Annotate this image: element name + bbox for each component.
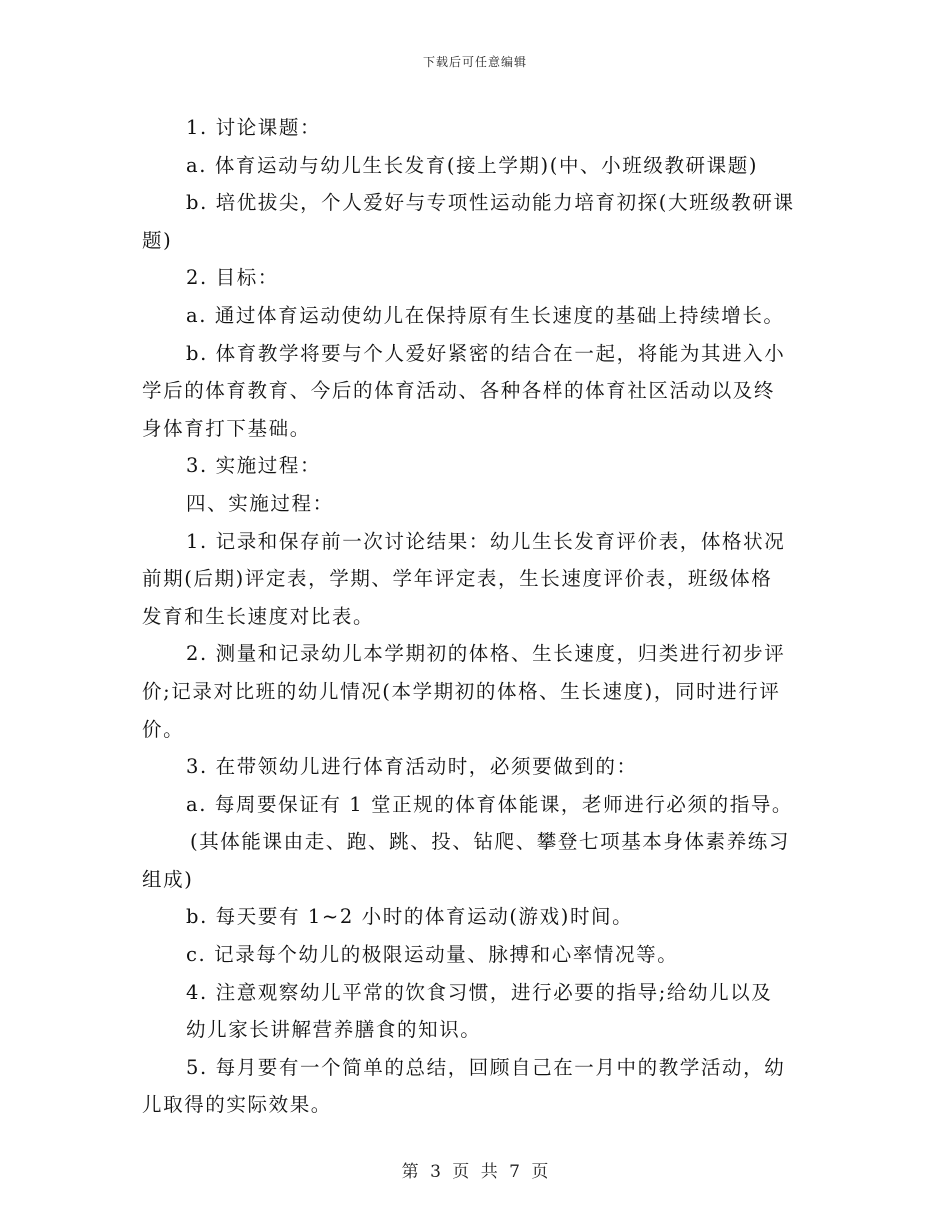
page-header: 下载后可任意编辑: [422, 55, 527, 69]
paragraph-line: 幼儿家长讲解营养膳食的知识。: [186, 1018, 482, 1042]
paragraph-line: 3. 在带领幼儿进行体育活动时，必须要做到的：: [186, 755, 638, 779]
paragraph-line: b. 培优拔尖，个人爱好与专项性运动能力培育初探(大班级教研课: [186, 191, 795, 215]
paragraph-line: 价;记录对比班的幼儿情况(本学期初的体格、生长速度)，同时进行评: [142, 679, 781, 703]
paragraph-line: 2. 测量和记录幼儿本学期初的体格、生长速度，归类进行初步评: [186, 642, 786, 666]
paragraph-line: 2. 目标：: [186, 266, 279, 290]
paragraph-line: 学后的体育教育、今后的体育活动、各种各样的体育社区活动以及终: [142, 379, 776, 403]
paragraph-line: 题): [142, 228, 173, 252]
paragraph-line: b. 体育教学将要与个人爱好紧密的结合在一起，将能为其进入小: [186, 341, 786, 365]
paragraph-line: 1. 讨论课题：: [186, 116, 322, 139]
paragraph-line: 价。: [142, 717, 185, 741]
paragraph-line: 1. 记录和保存前一次讨论结果：幼儿生长发育评价表，体格状况: [186, 529, 786, 553]
paragraph-line: a. 体育运动与幼儿生长发育(接上学期)(中、小班级教研课题): [186, 153, 759, 177]
paragraph-line: 3. 实施过程：: [186, 454, 322, 478]
paragraph-line: 发育和生长速度对比表。: [142, 604, 375, 628]
paragraph-line: (其体能课由走、跑、跳、投、钻爬、攀登七项基本身体素养练习: [190, 830, 791, 854]
paragraph-line: 儿取得的实际效果。: [142, 1093, 332, 1117]
paragraph-line: b. 每天要有 1~2 小时的体育运动(游戏)时间。: [186, 905, 634, 929]
paragraph-line: 前期(后期)评定表，学期、学年评定表，生长速度评价表，班级体格: [142, 567, 773, 591]
paragraph-line: a. 通过体育运动使幼儿在保持原有生长速度的基础上持续增长。: [186, 303, 785, 327]
paragraph-line: 组成): [142, 867, 194, 891]
paragraph-line: 4. 注意观察幼儿平常的饮食习惯，进行必要的指导;给幼儿以及: [186, 980, 773, 1004]
document-body: [142, 109, 810, 1124]
section-heading: 四、实施过程：: [186, 491, 334, 515]
paragraph-line: c. 记录每个幼儿的极限运动量、脉搏和心率情况等。: [186, 943, 679, 967]
page-footer: 第 3 页 共 7 页: [401, 1162, 549, 1182]
paragraph-line: a. 每周要保证有 1 堂正规的体育体能课，老师进行必须的指导。: [186, 792, 794, 816]
paragraph-line: 身体育打下基础。: [142, 416, 311, 440]
paragraph-line: 5. 每月要有一个简单的总结，回顾自己在一月中的教学活动，幼: [186, 1055, 786, 1079]
